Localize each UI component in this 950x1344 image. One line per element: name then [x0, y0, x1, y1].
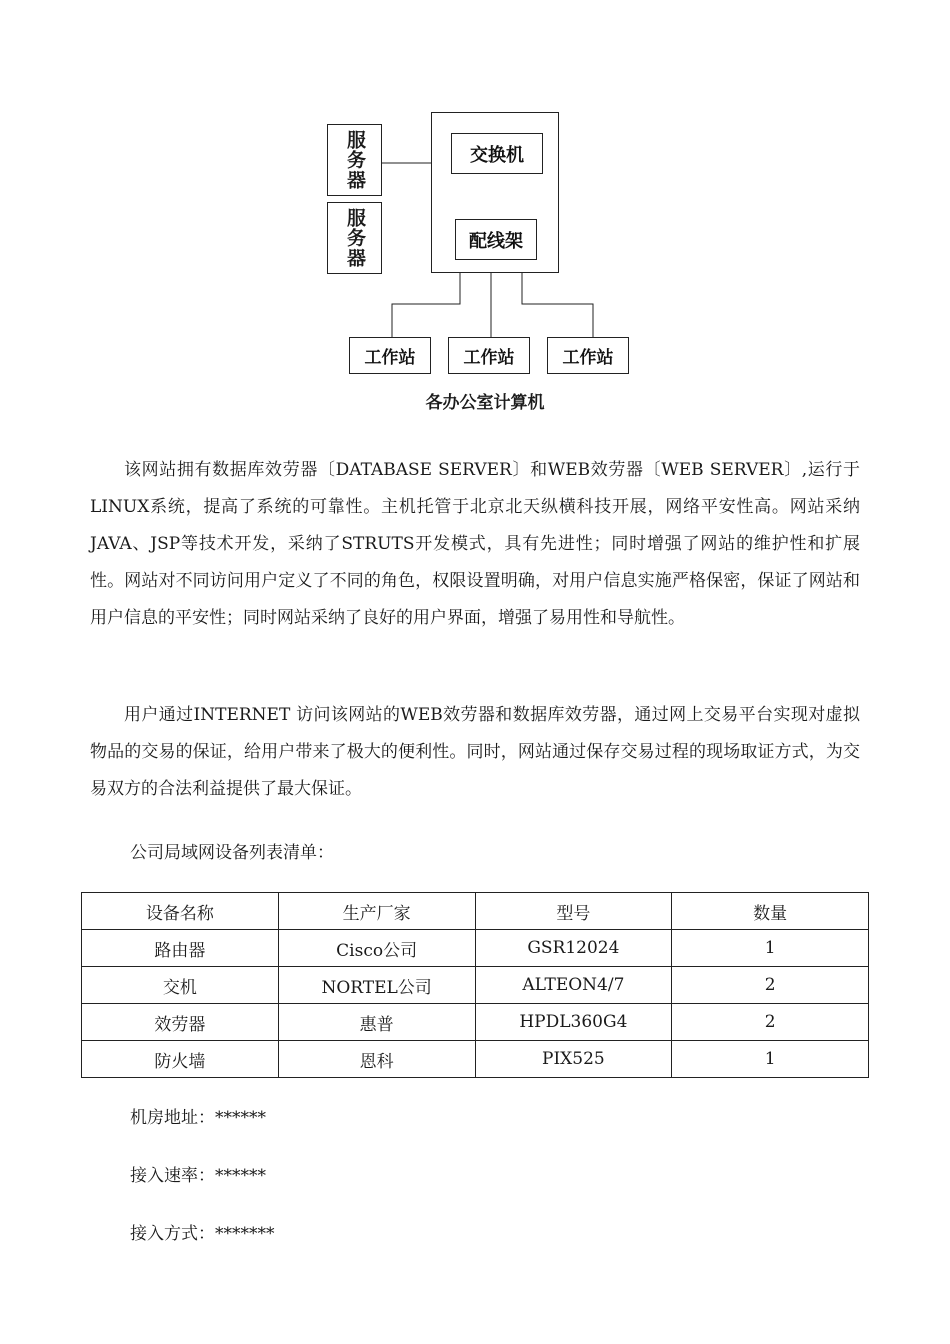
cell-manufacturer: 惠普 — [278, 1004, 475, 1041]
header-model: 型号 — [475, 893, 672, 930]
header-device-name: 设备名称 — [82, 893, 279, 930]
cell-quantity: 1 — [672, 1041, 869, 1078]
switch-box: 交换机 — [451, 133, 543, 174]
network-diagram — [0, 0, 950, 430]
server-box-1: 服务器 — [327, 124, 382, 196]
workstation-box-1: 工作站 — [349, 337, 431, 374]
access-method: 接入方式：******* — [130, 1224, 275, 1244]
access-paragraph: 用户通过INTERNET 访问该网站的WEB效劳器和数据库效劳器，通过网上交易平台实现对虚拟物品的交易的保证，给用户带来了极大的便利性。同时，网站通过保存交易过程的现场取证方式，为交易双方的合法利益提供了最大保证。 — [90, 705, 860, 799]
patch-panel-box: 配线架 — [455, 219, 537, 260]
table-row — [82, 930, 869, 967]
header-manufacturer: 生产厂家 — [278, 893, 475, 930]
cell-manufacturer: Cisco公司 — [278, 930, 475, 967]
equipment-table — [81, 892, 869, 1078]
cell-manufacturer: NORTEL公司 — [278, 967, 475, 1004]
cell-model: GSR12024 — [475, 930, 672, 967]
table-intro: 公司局域网设备列表清单： — [130, 843, 334, 863]
cell-device-name: 防火墙 — [82, 1041, 279, 1078]
server-box-2: 服务器 — [327, 202, 382, 274]
cell-quantity: 1 — [672, 930, 869, 967]
workstation-box-2: 工作站 — [448, 337, 530, 374]
workstation-link — [522, 273, 593, 337]
cell-device-name: 路由器 — [82, 930, 279, 967]
intro-paragraph: 该网站拥有数据库效劳器〔DATABASE SERVER〕和WEB效劳器〔WEB SERVER〕,运行于LINUX系统，提高了系统的可靠性。主机托管于北京北天纵横科技开展，网络平安性高。网站采纳JAVA、JSP等技术开发，采纳了STRUTS开发模式，具有先进性；同时增强了网站的维护性和扩展性。网站对不同访问用户定义了不同的角色，权限设置明确，对用户信息实施严格保密，保证了网站和用户信息的平安性；同时网站采纳了良好的用户界面，增强了易用性和导航性。 — [90, 460, 860, 628]
machine-room-address: 机房地址：****** — [130, 1108, 266, 1128]
cell-model: HPDL360G4 — [475, 1004, 672, 1041]
cell-model: ALTEON4/7 — [475, 967, 672, 1004]
header-quantity: 数量 — [672, 893, 869, 930]
cell-manufacturer: 恩科 — [278, 1041, 475, 1078]
cell-device-name: 交机 — [82, 967, 279, 1004]
table-header-row — [82, 893, 869, 930]
access-rate: 接入速率：****** — [130, 1166, 266, 1186]
table-row — [82, 967, 869, 1004]
workstation-link — [392, 273, 460, 337]
diagram-caption: 各办公室计算机 — [425, 393, 545, 413]
table-row — [82, 1041, 869, 1078]
cell-quantity: 2 — [672, 1004, 869, 1041]
workstation-box-3: 工作站 — [547, 337, 629, 374]
cell-model: PIX525 — [475, 1041, 672, 1078]
cell-quantity: 2 — [672, 967, 869, 1004]
cell-device-name: 效劳器 — [82, 1004, 279, 1041]
table-row — [82, 1004, 869, 1041]
